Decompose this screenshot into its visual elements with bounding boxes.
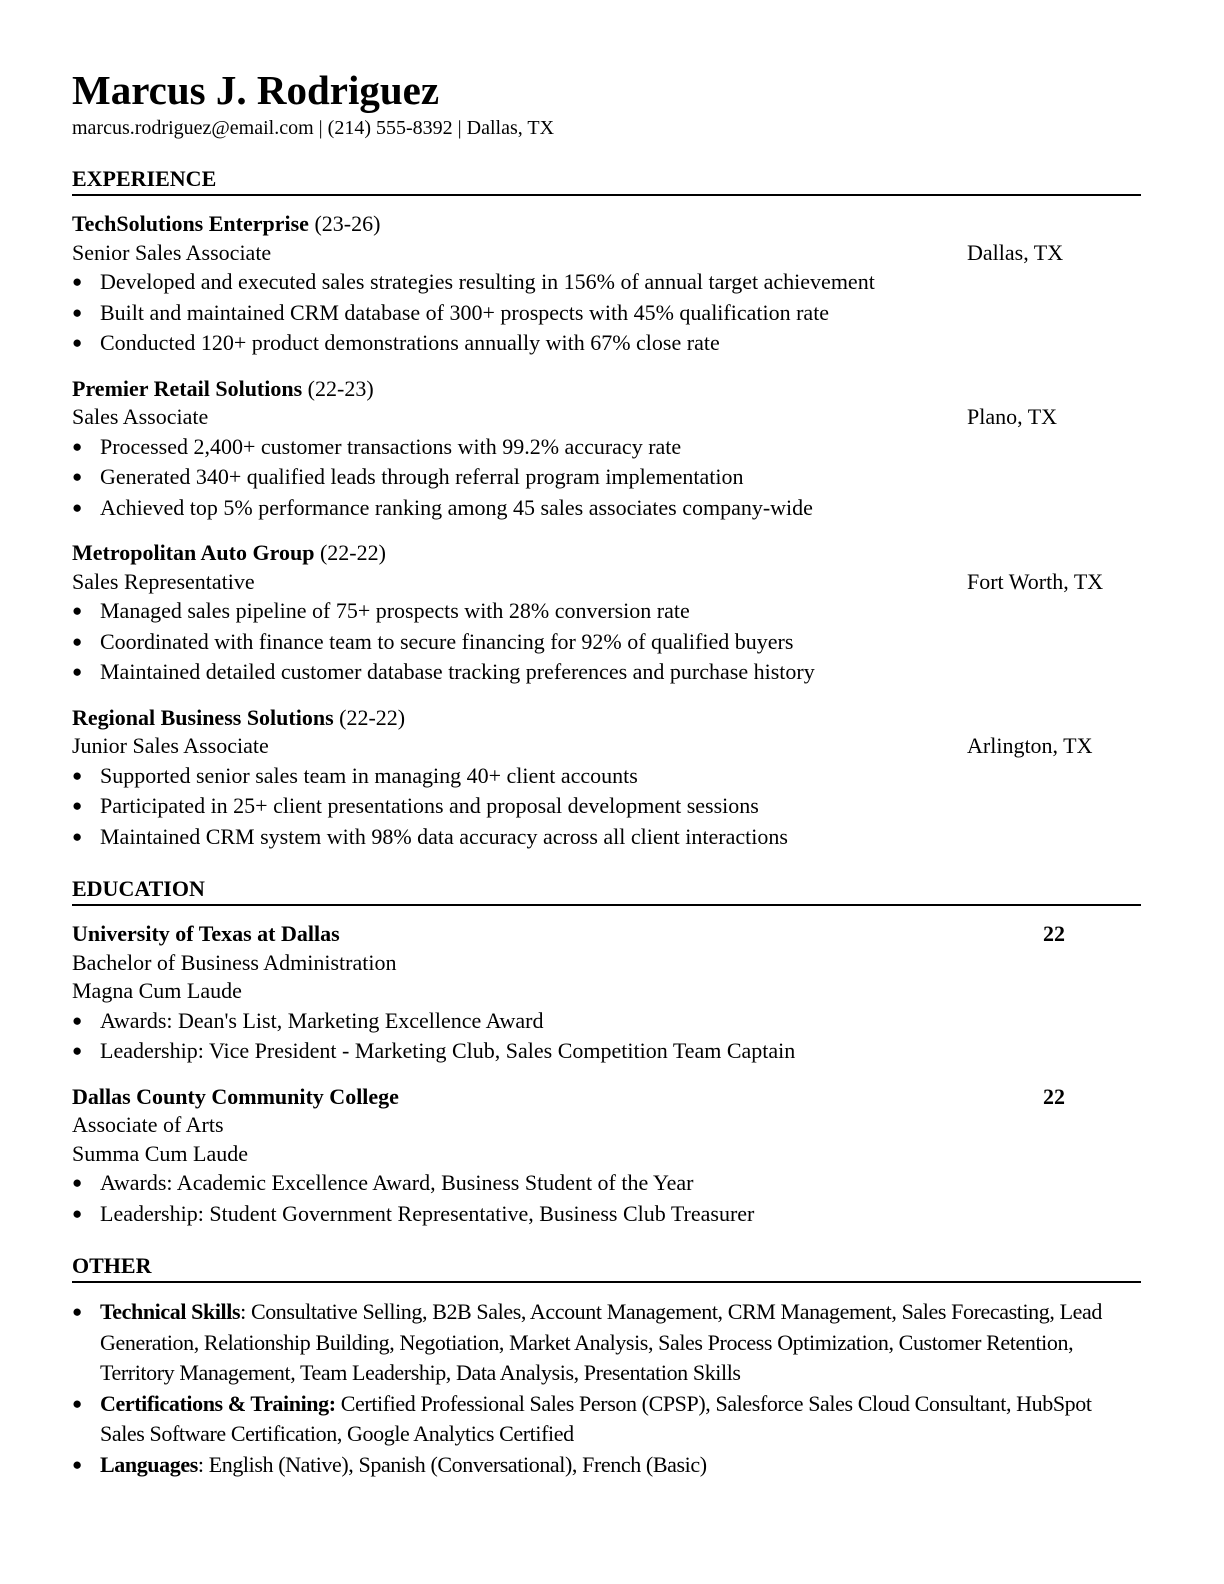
job-role-row — [72, 403, 1141, 432]
job-dates: (23-26) — [314, 211, 381, 236]
bullet-text: Managed sales pipeline of 75+ prospects with 28% conversion rate — [100, 598, 690, 623]
bullet-text: Maintained detailed customer database tracking preferences and purchase history — [100, 659, 815, 684]
bullet-icon: ● — [72, 302, 83, 322]
bullet-icon: ● — [72, 631, 83, 651]
job-bullets — [72, 267, 1141, 359]
job-heading — [72, 704, 1141, 733]
bullet-item — [72, 1036, 1141, 1067]
bullet-text: Leadership: Vice President - Marketing Club, Sales Competition Team Captain — [100, 1038, 796, 1063]
education-entry — [72, 920, 1141, 1067]
job-location: Fort Worth, TX — [967, 568, 1104, 594]
job-dates: (22-23) — [307, 375, 374, 401]
skills-item — [72, 1297, 1141, 1389]
company-name: Metropolitan Auto Group — [72, 540, 315, 565]
section-title-experience: EXPERIENCE — [72, 166, 1141, 196]
bullet-item — [72, 761, 1141, 792]
bullet-icon: ● — [72, 1010, 83, 1030]
bullet-icon: ● — [72, 765, 83, 785]
bullet-item — [72, 432, 1141, 463]
bullet-text: Awards: Academic Excellence Award, Business Student of the Year — [100, 1170, 694, 1195]
bullet-text: Awards: Dean's List, Marketing Excellence Award — [100, 1007, 544, 1033]
company-name: Premier Retail Solutions — [72, 375, 303, 401]
bullet-item — [72, 1168, 1141, 1199]
education-entry — [72, 1083, 1141, 1230]
contact-line: marcus.rodriguez@email.com | (214) 555-8392 | Dallas, TX — [72, 117, 555, 139]
school-name: University of Texas at Dallas — [72, 921, 340, 946]
item-text: Certified Professional Sales Person (CPSP), Salesforce Sales Cloud Consultant, HubSpot Sales Software Certification, Google Analytics Certified — [100, 1390, 1092, 1446]
bullet-item — [72, 1199, 1141, 1230]
school-row — [72, 920, 1141, 949]
job-bullets — [72, 432, 1141, 524]
job-bullets — [72, 761, 1141, 853]
bullet-icon: ● — [72, 796, 83, 815]
job-location: Dallas, TX — [967, 239, 1064, 265]
bullet-icon: ● — [72, 1173, 83, 1192]
job-heading — [72, 210, 1141, 239]
job-dates: (22-22) — [319, 540, 386, 565]
bullet-text: Supported senior sales team in managing 40+ client accounts — [100, 762, 638, 788]
bullet-text: Developed and executed sales strategies resulting in 156% of annual target achievement — [100, 269, 875, 294]
candidate-name: Marcus J. Rodriguez — [72, 67, 440, 113]
experience-section — [72, 166, 1141, 852]
bullet-icon: ● — [72, 601, 83, 620]
job-role-row — [72, 239, 1141, 268]
company-name: TechSolutions Enterprise — [72, 211, 309, 236]
job-role: Sales Associate — [72, 404, 209, 429]
job-role: Sales Representative — [72, 568, 255, 594]
section-title-education: EDUCATION — [72, 876, 1141, 906]
job-heading — [72, 375, 1141, 404]
item-text: Consultative Selling, B2B Sales, Account Management, CRM Management, Sales Forecasting, Lead Generation, Relationship Building, Negotiation, Market Analysis, Sales Process Optimization, Customer Retention, Territory Management, Team Leadership, Data Analysis, Presentation Skills — [100, 1299, 1102, 1385]
other-bullets — [72, 1297, 1141, 1480]
item-text: English (Native), Spanish (Conversational), French (Basic) — [208, 1451, 707, 1477]
bullet-text: Participated in 25+ client presentations and proposal development sessions — [100, 793, 759, 818]
bullet-item — [72, 791, 1141, 822]
bullet-icon: ● — [72, 1393, 82, 1413]
bullet-icon: ● — [72, 497, 83, 517]
bullet-icon: ● — [72, 826, 83, 846]
graduation-year: 22 — [1043, 921, 1065, 946]
bullet-text: Generated 340+ qualified leads through referral program implementation — [100, 464, 744, 489]
bullet-icon: ● — [72, 1203, 83, 1223]
bullet-icon: ● — [72, 272, 83, 291]
bullet-icon: ● — [72, 467, 83, 486]
bullet-icon: ● — [72, 662, 83, 681]
bullet-item — [72, 298, 1141, 329]
bullet-item — [72, 822, 1141, 853]
job-entry — [72, 539, 1141, 688]
job-role: Junior Sales Associate — [72, 733, 269, 758]
education-bullets — [72, 1168, 1141, 1229]
degree: Bachelor of Business Administration — [72, 949, 397, 975]
bullet-item — [72, 493, 1141, 524]
languages-item — [72, 1450, 1141, 1481]
job-role-row — [72, 568, 1141, 597]
bullet-item — [72, 462, 1141, 493]
bullet-icon: ● — [72, 333, 83, 352]
section-title-other: OTHER — [72, 1253, 1141, 1283]
item-label: Certifications & Training: — [100, 1390, 336, 1416]
education-section — [72, 876, 1141, 1229]
bullet-text: Leadership: Student Government Representative, Business Club Treasurer — [100, 1200, 755, 1226]
bullet-icon: ● — [72, 436, 83, 456]
job-role-row — [72, 732, 1141, 761]
bullet-text: Built and maintained CRM database of 300+ prospects with 45% qualification rate — [100, 299, 830, 325]
bullet-item — [72, 328, 1141, 359]
other-section — [72, 1253, 1141, 1480]
bullet-item — [72, 657, 1141, 688]
bullet-text: Conducted 120+ product demonstrations annually with 67% close rate — [100, 330, 720, 355]
job-bullets — [72, 596, 1141, 688]
job-entry — [72, 375, 1141, 524]
job-role: Senior Sales Associate — [72, 239, 272, 265]
education-bullets — [72, 1006, 1141, 1067]
bullet-text: Processed 2,400+ customer transactions with 99.2% accuracy rate — [100, 433, 682, 459]
job-heading — [72, 539, 1141, 568]
company-name: Regional Business Solutions — [72, 704, 334, 730]
degree: Associate of Arts — [72, 1112, 224, 1137]
school-name: Dallas County Community College — [72, 1083, 399, 1109]
item-label: Technical Skills — [100, 1299, 241, 1324]
bullet-text: Achieved top 5% performance ranking among 45 sales associates company-wide — [100, 494, 813, 520]
honors: Magna Cum Laude — [72, 978, 242, 1003]
bullet-icon: ● — [72, 1302, 82, 1321]
resume-page — [72, 64, 1141, 1480]
bullet-item — [72, 596, 1141, 627]
bullet-item — [72, 627, 1141, 658]
job-dates: (22-22) — [339, 704, 406, 730]
item-label: Languages — [100, 1451, 198, 1477]
job-entry — [72, 210, 1141, 359]
honors: Summa Cum Laude — [72, 1140, 248, 1166]
bullet-text: Maintained CRM system with 98% data accuracy across all client interactions — [100, 823, 788, 849]
graduation-year: 22 — [1043, 1083, 1065, 1109]
job-location: Plano, TX — [967, 404, 1058, 429]
bullet-icon: ● — [72, 1454, 82, 1474]
bullet-icon: ● — [72, 1041, 83, 1060]
item-separator: : — [240, 1299, 251, 1324]
bullet-item — [72, 1006, 1141, 1037]
job-location: Arlington, TX — [967, 733, 1093, 758]
job-entry — [72, 704, 1141, 853]
bullet-item — [72, 267, 1141, 298]
bullet-text: Coordinated with finance team to secure financing for 92% of qualified buyers — [100, 628, 794, 654]
certifications-item — [72, 1389, 1141, 1450]
item-separator: : — [197, 1451, 209, 1477]
school-row — [72, 1083, 1141, 1112]
